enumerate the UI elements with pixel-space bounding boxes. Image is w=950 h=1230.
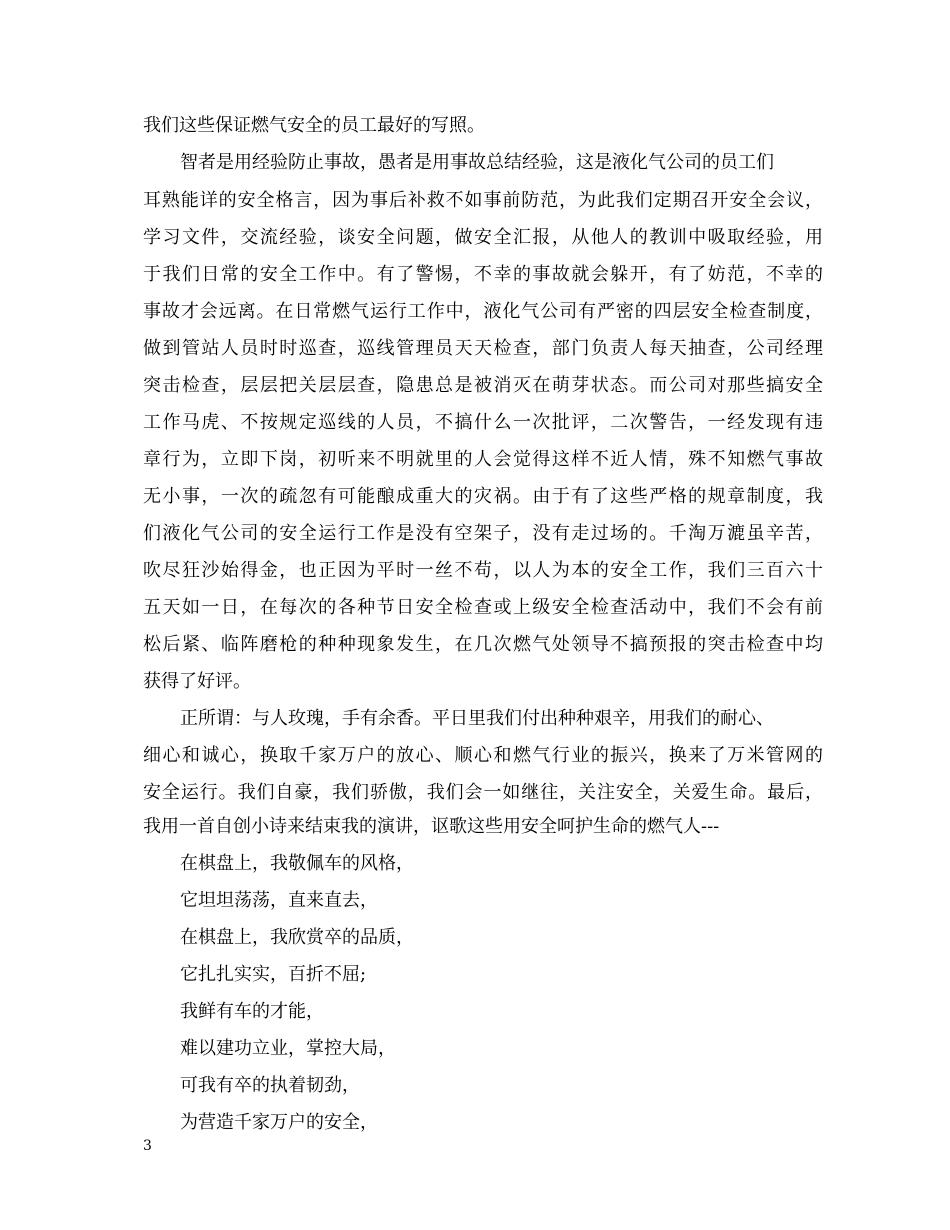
poem-line: 难以建功立业，掌控大局， <box>180 1038 396 1059</box>
text-line: 获得了好评。 <box>143 671 251 692</box>
text-line: 做到管站人员时时巡查，巡线管理员天天检查，部门负责人每天抽查，公司经理 <box>143 338 823 359</box>
poem-line: 它坦坦荡荡，直来直去， <box>180 890 378 911</box>
text-line: 学习文件，交流经验，谈安全问题，做安全汇报，从他人的教训中吸取经验，用 <box>143 227 823 248</box>
text-line: 我用一首自创小诗来结束我的演讲，讴歌这些用安全呵护生命的燃气人--- <box>143 816 720 837</box>
paragraph-start-line: 智者是用经验防止事故，愚者是用事故总结经验，这是液化气公司的员工们 <box>180 152 774 173</box>
poem-line: 在棋盘上，我敬佩车的风格， <box>180 853 414 874</box>
poem-line: 可我有卒的执着韧劲， <box>180 1075 360 1096</box>
text-line: 事故才会远离。在日常燃气运行工作中，液化气公司有严密的四层安全检查制度， <box>143 301 823 322</box>
text-line: 们液化气公司的安全运行工作是没有空架子，没有走过场的。千淘万漉虽辛苦， <box>143 523 823 544</box>
text-line: 耳熟能详的安全格言，因为事后补救不如事前防范，为此我们定期召开安全会议， <box>143 190 823 211</box>
text-line: 突击检查，层层把关层层查，隐患总是被消灭在萌芽状态。而公司对那些搞安全 <box>143 375 823 396</box>
text-line: 安全运行。我们自豪，我们骄傲，我们会一如继往，关注安全，关爱生命。最后， <box>143 782 823 803</box>
text-line: 于我们日常的安全工作中。有了警惕，不幸的事故就会躲开，有了妨范，不幸的 <box>143 264 823 285</box>
paragraph-start-line: 正所谓：与人玫瑰，手有余香。平日里我们付出种种艰辛，用我们的耐心、 <box>180 708 774 729</box>
poem-line: 它扎扎实实，百折不屈; <box>180 964 367 985</box>
page-number: 3 <box>143 1138 152 1154</box>
poem-line: 为营造千家万户的安全， <box>180 1112 378 1133</box>
text-line: 我们这些保证燃气安全的员工最好的写照。 <box>143 115 485 136</box>
text-line: 五天如一日，在每次的各种节日安全检查或上级安全检查活动中，我们不会有前 <box>143 597 823 618</box>
text-line: 细心和诚心，换取千家万户的放心、顺心和燃气行业的振兴，换来了万米管网的 <box>143 745 823 766</box>
text-line: 无小事，一次的疏忽有可能酿成重大的灾祸。由于有了这些严格的规章制度，我 <box>143 486 823 507</box>
text-line: 松后紧、临阵磨枪的种种现象发生，在几次燃气处领导不搞预报的突击检查中均 <box>143 634 823 655</box>
text-line: 章行为，立即下岗，初听来不明就里的人会觉得这样不近人情，殊不知燃气事故 <box>143 449 823 470</box>
text-line: 工作马虎、不按规定巡线的人员，不搞什么一次批评，二次警告，一经发现有违 <box>143 412 823 433</box>
poem-line: 在棋盘上，我欣赏卒的品质， <box>180 927 414 948</box>
text-line: 吹尽狂沙始得金，也正因为平时一丝不苟，以人为本的安全工作，我们三百六十 <box>143 560 823 581</box>
poem-line: 我鲜有车的才能， <box>180 1001 324 1022</box>
